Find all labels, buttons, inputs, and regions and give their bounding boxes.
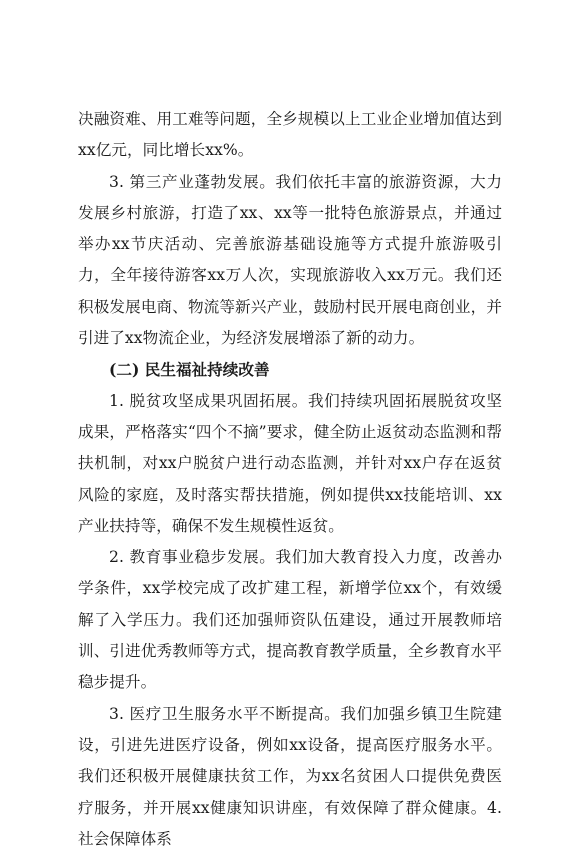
continuation-paragraph: 决融资难、用工难等问题，全乡规模以上工业企业增加值达到xx亿元，同比增长xx%。 xyxy=(78,110,502,160)
education-paragraph: 2. 教育事业稳步发展。我们加大教育投入力度，改善办学条件，xx学校完成了改扩建工程，新增学位xx个，有效缓解了入学压力。我们还加强师资队伍建设，通过开展教师培训、引进优秀教师等方式，提高教育教学质量，全乡教育水平稳步提升。 xyxy=(78,548,502,692)
document-body xyxy=(78,104,502,855)
poverty-alleviation-paragraph: 1. 脱贫攻坚成果巩固拓展。我们持续巩固拓展脱贫攻坚成果，严格落实“四个不摘”要求，健全防止返贫动态监测和帮扶机制，对xx户脱贫户进行动态监测，并针对xx户存在返贫风险的家庭，及时落实帮扶措施，例如提供xx技能培训、xx产业扶持等，确保不发生规模性返贫。 xyxy=(78,391,502,535)
healthcare-paragraph: 3. 医疗卫生服务水平不断提高。我们加强乡镇卫生院建设，引进先进医疗设备，例如xx设备，提高医疗服务水平。我们还积极开展健康扶贫工作，为xx名贫困人口提供免费医疗服务，并开展xx健康知识讲座，有效保障了群众健康。4. 社会保障体系 xyxy=(78,704,502,848)
section-heading-livelihood: (二) 民生福祉持续改善 xyxy=(109,360,270,380)
tertiary-industry-paragraph: 3. 第三产业蓬勃发展。我们依托丰富的旅游资源，大力发展乡村旅游，打造了xx、xx等一批特色旅游景点，并通过举办xx节庆活动、完善旅游基础设施等方式提升旅游吸引力，全年接待游客xx万人次，实现旅游收入xx万元。我们还积极发展电商、物流等新兴产业，鼓励村民开展电商创业，并引进了xx物流企业，为经济发展增添了新的动力。 xyxy=(78,172,502,348)
